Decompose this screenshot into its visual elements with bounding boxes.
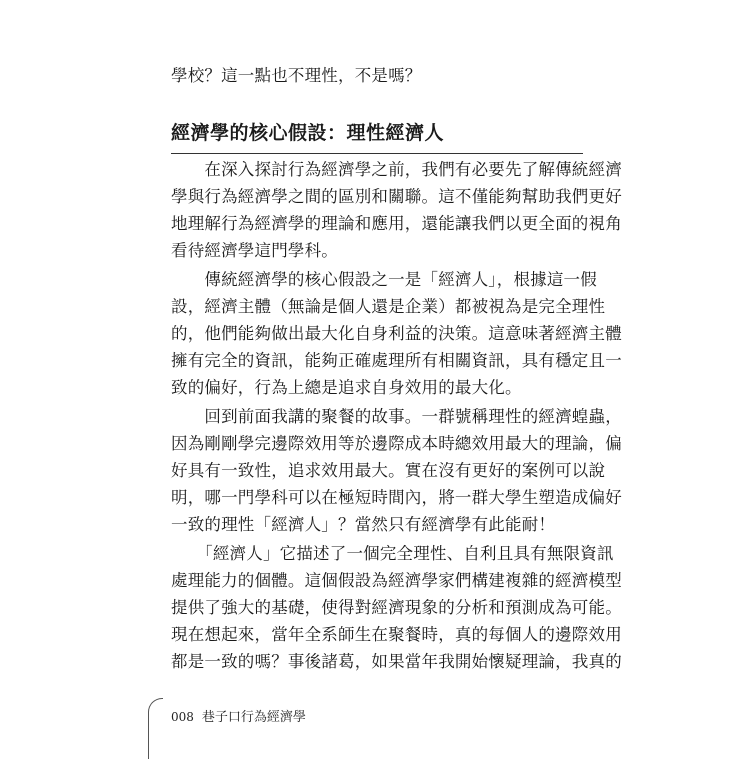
body-line: 看待經濟學這門學科。 xyxy=(171,241,338,260)
heading-underline xyxy=(171,153,583,154)
body-line: 設，經濟主體（無論是個人還是企業）都被視為是完全理性 xyxy=(171,297,606,316)
body-line: 地理解行為經濟學的理論和應用，還能讓我們以更全面的視角 xyxy=(171,214,622,233)
body-line: 現在想起來，當年全系師生在聚餐時，真的每個人的邊際效用 xyxy=(171,625,622,644)
book-title: 巷子口行為經濟學 xyxy=(201,710,306,725)
section-heading: 經濟學的核心假設：理性經濟人 xyxy=(171,122,445,144)
body-line: 「經濟人」它描述了一個完全理性、自利且具有無限資訊 xyxy=(171,544,614,563)
body-line: 都是一致的嗎？事後諸葛，如果當年我開始懷疑理論，我真的 xyxy=(171,652,622,671)
body-line: 好具有一致性，追求效用最大。實在沒有更好的案例可以說 xyxy=(171,461,606,480)
body-line: 明，哪一門學科可以在極短時間內，將一群大學生塑造成偏好 xyxy=(171,488,622,507)
body-line: 因為剛剛學完邊際效用等於邊際成本時總效用最大的理論，偏 xyxy=(171,434,622,453)
body-line: 一致的理性「經濟人」？當然只有經濟學有此能耐！ xyxy=(171,515,556,534)
body-line: 擁有完全的資訊，能夠正確處理所有相關資訊，具有穩定且一 xyxy=(171,351,622,370)
body-line: 在深入探討行為經濟學之前，我們有必要先了解傳統經濟 xyxy=(171,160,622,179)
body-line: 回到前面我講的聚餐的故事。一群號稱理性的經濟蝗蟲， xyxy=(171,407,622,426)
body-line: 傳統經濟學的核心假設之一是「經濟人」，根據這一假 xyxy=(171,270,597,289)
body-line: 的，他們能夠做出最大化自身利益的決策。這意味著經濟主體 xyxy=(171,324,622,343)
page-footer xyxy=(171,709,306,726)
body-line: 致的偏好，行為上總是追求自身效用的最大化。 xyxy=(171,378,522,397)
body-line: 提供了強大的基礎，使得對經濟現象的分析和預測成為可能。 xyxy=(171,598,622,617)
body-line: 處理能力的個體。這個假設為經濟學家們構建複雜的經濟模型 xyxy=(171,571,622,590)
page-number: 008 xyxy=(171,710,194,724)
intro-line: 學校？這一點也不理性，不是嗎？ xyxy=(171,66,422,85)
body-line: 學與行為經濟學之間的區別和關聯。這不僅能夠幫助我們更好 xyxy=(171,187,622,206)
